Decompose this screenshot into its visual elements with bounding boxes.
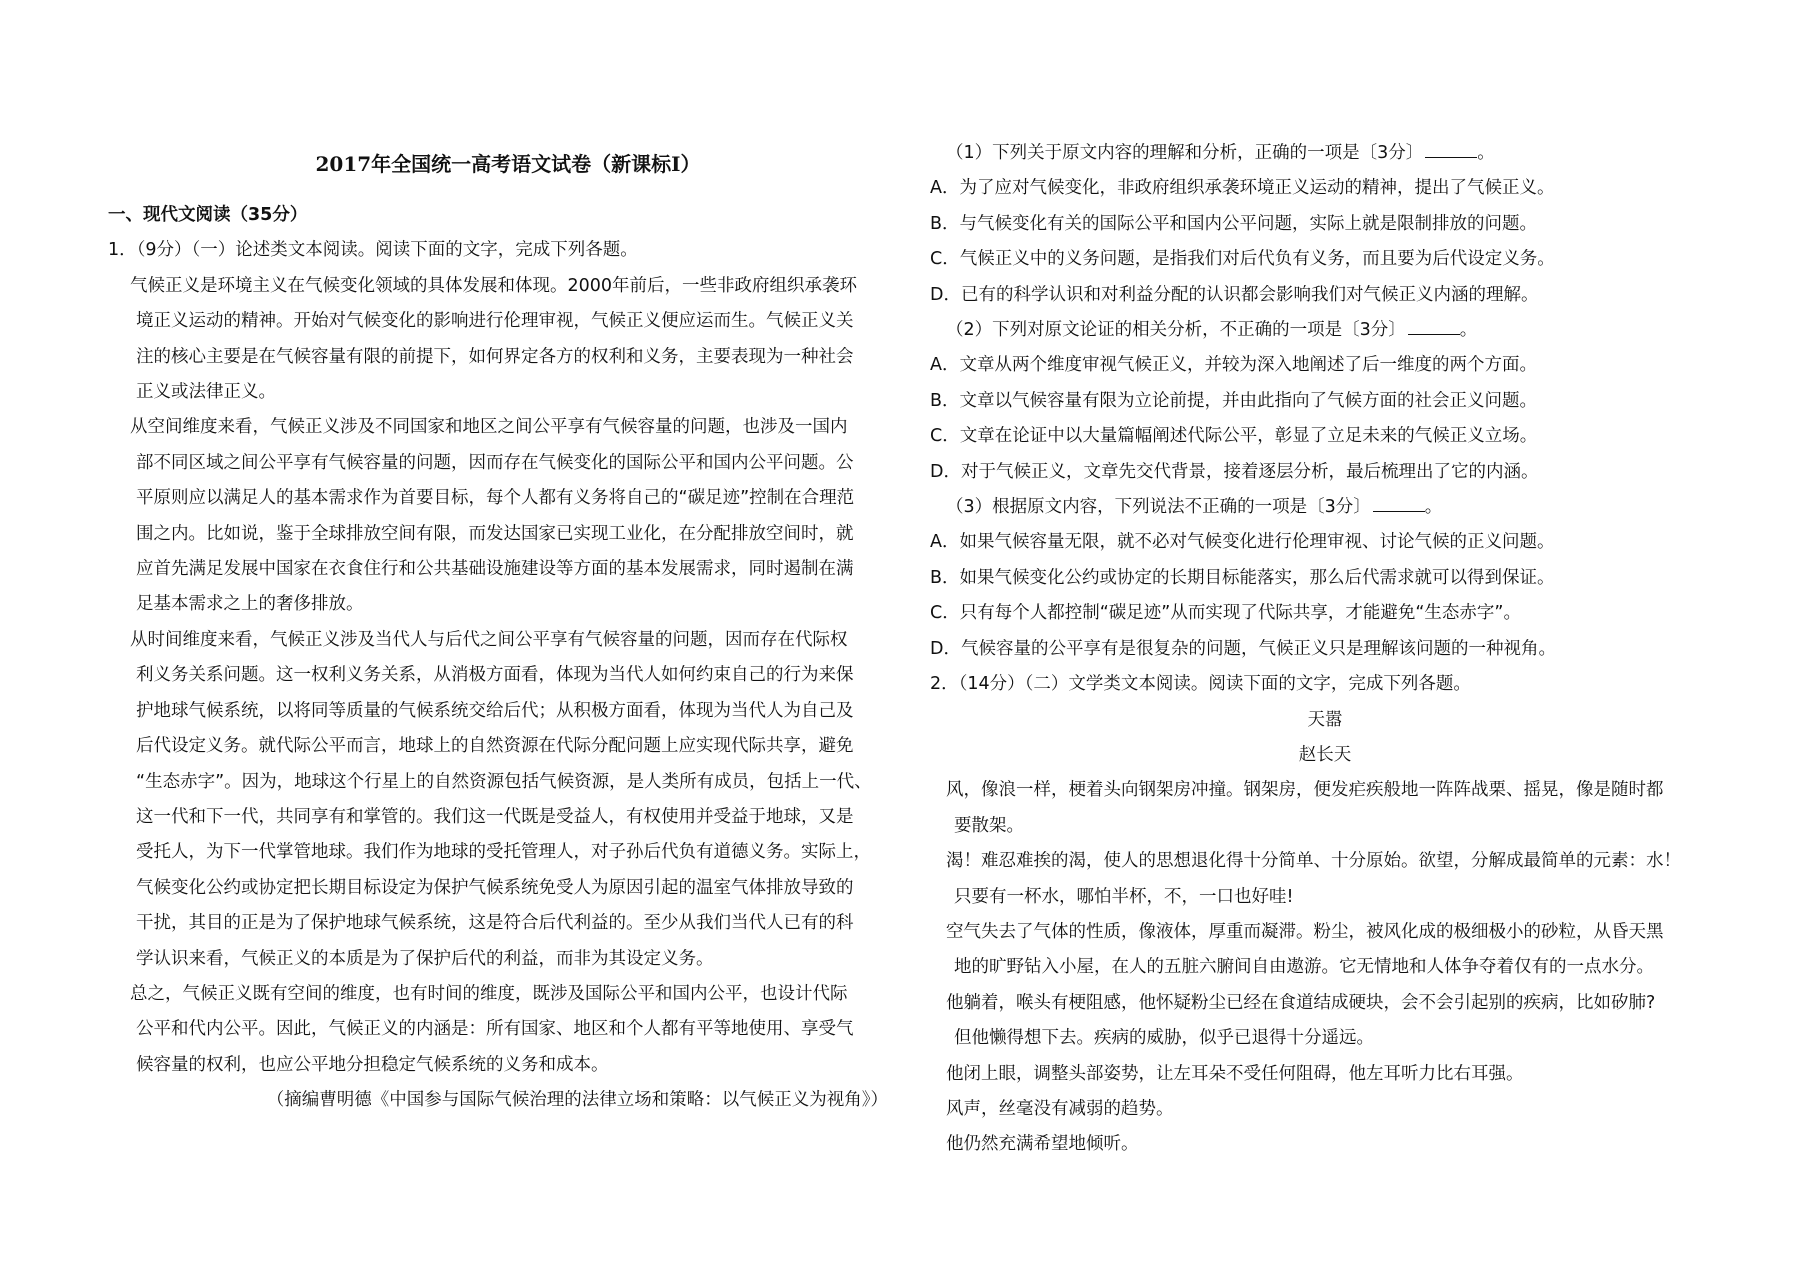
answer-blank[interactable] xyxy=(1408,316,1460,335)
text-line: 从空间维度来看，气候正义涉及不同国家和地区之间公平享有气候容量的问题，也涉及一国内 xyxy=(130,417,848,438)
passage-source: （摘编曹明德《中国参与国际气候治理的法律立场和策略：以气候正义为视角》） xyxy=(266,1090,888,1111)
option-c: C．文章在论证中以大量篇幅阐述代际公平，彰显了立足未来的气候正义立场。 xyxy=(930,426,1538,447)
text-line: “生态赤字”。因为，地球这个行星上的自然资源包括气候资源，是人类所有成员，包括上一代、 xyxy=(136,771,872,792)
answer-blank[interactable] xyxy=(1425,139,1477,158)
right-column xyxy=(930,0,1720,1163)
text-line: 足基本需求之上的奢侈排放。 xyxy=(136,594,364,615)
text-line: 气候变化公约或协定把长期目标设定为保护气候系统免受人为原因引起的温室气体排放导致的 xyxy=(136,877,854,898)
question-text: （3）根据原文内容，下列说法不正确的一项是〔3分〕 xyxy=(946,497,1371,518)
text-line: 平原则应以满足人的基本需求作为首要目标，每个人都有义务将自己的“碳足迹”控制在合理范 xyxy=(136,488,855,509)
story-title: 天嚣 xyxy=(1307,709,1343,730)
section-heading: 一、现代文阅读（35分） xyxy=(108,205,308,225)
text-line: 护地球气候系统，以将同等质量的气候系统交给后代；从积极方面看，体现为当代人为自己及 xyxy=(136,700,854,721)
option-d: D．气候容量的公平享有是很复杂的问题，气候正义只是理解该问题的一种视角。 xyxy=(930,638,1556,659)
text-line: 但他懒得想下去。疾病的威胁，似乎已退得十分遥远。 xyxy=(954,1028,1374,1049)
option-c: C．只有每个人都控制“碳足迹”从而实现了代际共享，才能避免“生态赤字”。 xyxy=(930,603,1521,624)
text-line: 地的旷野钻入小屋，在人的五脏六腑间自由遨游。它无情地和人体争夺着仅有的一点水分。 xyxy=(954,957,1654,978)
answer-blank[interactable] xyxy=(1373,493,1425,512)
text-line: 他躺着，喉头有梗阻感，他怀疑粉尘已经在食道结成硬块，会不会引起别的疾病，比如矽肺? xyxy=(946,992,1656,1013)
text-line: 气候正义是环境主义在气候变化领域的具体发展和体现。2000年前后，一些非政府组织承袭环 xyxy=(130,275,858,296)
text-line: 应首先满足发展中国家在衣食住行和公共基础设施建设等方面的基本发展需求，同时遏制在满 xyxy=(136,559,854,580)
option-b: B．与气候变化有关的国际公平和国内公平问题，实际上就是限制排放的问题。 xyxy=(930,213,1538,234)
text-line: 干扰，其目的正是为了保护地球气候系统，这是符合后代利益的。至少从我们当代人已有的科 xyxy=(136,913,854,934)
question-text: （2）下列对原文论证的相关分析，不正确的一项是〔3分〕 xyxy=(946,320,1406,341)
question-2-heading: 2．（14分）（二）文学类文本阅读。阅读下面的文字，完成下列各题。 xyxy=(930,674,1471,695)
option-d: D．对于气候正义，文章先交代背景，接着逐层分析，最后梳理出了它的内涵。 xyxy=(930,461,1539,482)
text-line: 正义或法律正义。 xyxy=(136,382,276,403)
option-b: B．如果气候变化公约或协定的长期目标能落实，那么后代需求就可以得到保证。 xyxy=(930,567,1555,588)
text-line: 从时间维度来看，气候正义涉及当代人与后代之间公平享有气候容量的问题，因而存在代际权 xyxy=(130,629,848,650)
option-a: A．为了应对气候变化，非政府组织承袭环境正义运动的精神，提出了气候正义。 xyxy=(930,178,1555,199)
question-1-1: （1）下列关于原文内容的理解和分析，正确的一项是〔3分〕 。 xyxy=(930,136,1720,171)
story-author: 赵长天 xyxy=(1298,744,1352,765)
story-paragraph-3 xyxy=(930,915,1720,986)
text-line: 注的核心主要是在气候容量有限的前提下，如何界定各方的权利和义务，主要表现为一种社会 xyxy=(136,346,854,367)
text-line: 部不同区域之间公平享有气候容量的问题，因而存在气候变化的国际公平和国内公平问题。公 xyxy=(136,452,854,473)
text-line: 只要有一杯水，哪怕半杯，不，一口也好哇! xyxy=(954,886,1294,907)
text-line: 受托人，为下一代掌管地球。我们作为地球的受托管理人，对子孙后代负有道德义务。实际上， xyxy=(136,842,871,863)
passage-paragraph-2 xyxy=(108,410,908,622)
question-1-3: （3）根据原文内容，下列说法不正确的一项是〔3分〕 。 xyxy=(930,490,1720,525)
text-line: 公平和代内公平。因此，气候正义的内涵是：所有国家、地区和个人都有平等地使用、享受气 xyxy=(136,1019,854,1040)
text-line: 总之，气候正义既有空间的维度，也有时间的维度，既涉及国际公平和国内公平，也设计代际 xyxy=(130,983,848,1004)
option-a: A．文章从两个维度审视气候正义，并较为深入地阐述了后一维度的两个方面。 xyxy=(930,355,1537,376)
text-line: 空气失去了气体的性质，像液体，厚重而凝滞。粉尘，被风化成的极细极小的砂粒，从昏天黑 xyxy=(946,921,1664,942)
passage-paragraph-4 xyxy=(108,977,908,1083)
text-line: 风，像浪一样，梗着头向钢架房冲撞。钢架房，便发疟疾般地一阵阵战栗、摇晃，像是随时都 xyxy=(946,780,1664,801)
text-line: 这一代和下一代，共同享有和掌管的。我们这一代既是受益人，有权使用并受益于地球，又是 xyxy=(136,806,854,827)
text-line: 境正义运动的精神。开始对气候变化的影响进行伦理审视，气候正义便应运而生。气候正义关 xyxy=(136,311,854,332)
text-line: 要散架。 xyxy=(954,815,1024,836)
story-paragraph-2 xyxy=(930,844,1720,915)
option-c: C．气候正义中的义务问题，是指我们对后代负有义务，而且要为后代设定义务。 xyxy=(930,249,1555,270)
option-a: A．如果气候容量无限，就不必对气候变化进行伦理审视、讨论气候的正义问题。 xyxy=(930,532,1555,553)
passage-paragraph-1 xyxy=(108,269,908,411)
story-paragraph-5: 他闭上眼，调整头部姿势，让左耳朵不受任何阻碍，他左耳听力比右耳强。 xyxy=(946,1063,1524,1084)
story-paragraph-1 xyxy=(930,773,1720,844)
text-line: 渴！难忍难挨的渴，使人的思想退化得十分简单、十分原始。欲望，分解成最简单的元素：水！ xyxy=(946,851,1681,872)
question-1-2: （2）下列对原文论证的相关分析，不正确的一项是〔3分〕 。 xyxy=(930,313,1720,348)
option-d: D．已有的科学认识和对利益分配的认识都会影响我们对气候正义内涵的理解。 xyxy=(930,284,1539,305)
text-line: 学认识来看，气候正义的本质是为了保护后代的利益，而非为其设定义务。 xyxy=(136,948,714,969)
text-line: 围之内。比如说，鉴于全球排放空间有限，而发达国家已实现工业化，在分配排放空间时，就 xyxy=(136,523,854,544)
story-paragraph-7: 他仍然充满希望地倾听。 xyxy=(946,1134,1139,1155)
story-paragraph-6: 风声，丝毫没有减弱的趋势。 xyxy=(946,1098,1174,1119)
story-paragraph-4 xyxy=(930,986,1720,1057)
option-b: B．文章以气候容量有限为立论前提，并由此指向了气候方面的社会正义问题。 xyxy=(930,390,1538,411)
text-line: 候容量的权利，也应公平地分担稳定气候系统的义务和成本。 xyxy=(136,1054,609,1075)
page-title: 2017年全国统一高考语文试卷（新课标I） xyxy=(315,152,701,176)
text-line: 后代设定义务。就代际公平而言，地球上的自然资源在代际分配问题上应实现代际共享，避免 xyxy=(136,736,854,757)
question-text: （1）下列关于原文内容的理解和分析，正确的一项是〔3分〕 xyxy=(946,143,1424,163)
text-line: 利义务关系问题。这一权利义务关系，从消极方面看，体现为当代人如何约束自己的行为来保 xyxy=(136,665,854,686)
question-1-heading: 1．（9分）（一）论述类文本阅读。阅读下面的文字，完成下列各题。 xyxy=(108,240,638,261)
passage-paragraph-3 xyxy=(108,623,908,977)
left-column xyxy=(108,0,908,1119)
